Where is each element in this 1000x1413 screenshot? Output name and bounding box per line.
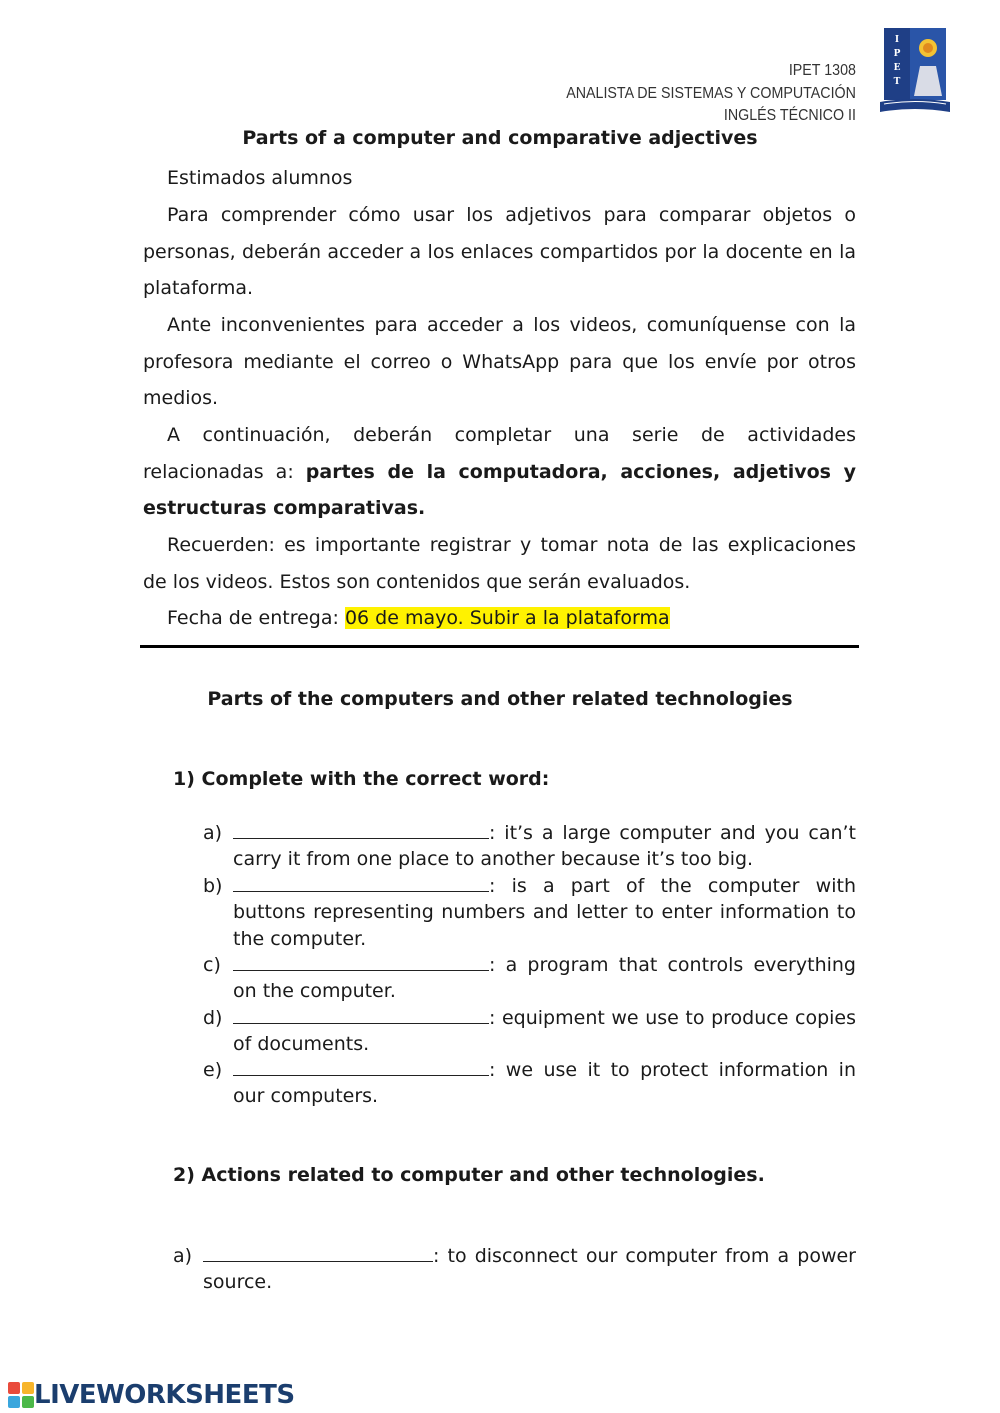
item-label: c) — [203, 954, 221, 976]
answer-blank-d[interactable] — [233, 1005, 489, 1024]
q1-item-d — [203, 1005, 856, 1058]
q1-item-c — [203, 952, 856, 1005]
item-text: : we use it to protect information in our computers. — [233, 1059, 856, 1108]
item-label: a) — [173, 1245, 193, 1267]
item-text: : it’s a large computer and you can’t carry it from one place to another because it’s too big. — [233, 822, 856, 871]
item-label: d) — [203, 1007, 223, 1029]
page-title: Parts of a computer and comparative adjectives — [242, 127, 758, 149]
liveworksheets-icon — [8, 1382, 34, 1408]
item-text: : equipment we use to produce copies of documents. — [233, 1007, 856, 1056]
item-label: e) — [203, 1059, 223, 1081]
footer-logo — [8, 1380, 295, 1410]
item-label: a) — [203, 822, 223, 844]
svg-text:T: T — [893, 77, 901, 87]
intro-paragraph-4: Recuerden: es importante registrar y tomar nota de las explicaciones de los videos. Estos son contenidos que serán evaluados. — [143, 534, 856, 593]
intro-paragraph-2: Ante inconvenientes para acceder a los videos, comuníquense con la profesora mediante el correo o WhatsApp para que los envíe por otros medios. — [143, 314, 856, 410]
q1-item-e — [203, 1057, 856, 1110]
intro-paragraph-1: Para comprender cómo usar los adjetivos para comparar objetos o personas, deberán acceder a los enlaces compartidos por la docente en la plataforma. — [143, 204, 856, 300]
section-title: Parts of the computers and other related technologies — [207, 688, 793, 710]
answer-blank-a[interactable] — [233, 820, 489, 839]
header-subject: INGLÉS TÉCNICO II — [723, 107, 856, 124]
intro-paragraph-3 — [143, 417, 856, 527]
header-course: ANALISTA DE SISTEMAS Y COMPUTACIÓN — [566, 84, 856, 102]
q1-item-a — [203, 820, 856, 873]
paragraph-3-text: A continuación, deberán completar una serie de actividades relacionadas a: — [143, 424, 856, 483]
item-label: b) — [203, 875, 223, 897]
answer-blank-b[interactable] — [233, 873, 489, 892]
item-text: : a program that controls everything on the computer. — [233, 954, 856, 1003]
deadline-label: Fecha de entrega: — [167, 607, 345, 629]
item-text: : to disconnect our computer from a power source. — [203, 1245, 856, 1294]
paragraph-3-bold: partes de la computadora, acciones, adjetivos y estructuras comparativas. — [143, 460, 856, 520]
deadline-line — [143, 600, 856, 637]
header-school-code: IPET 1308 — [788, 62, 856, 79]
answer-blank-c[interactable] — [233, 952, 489, 971]
question-1-heading: 1) Complete with the correct word: — [173, 768, 550, 790]
section-divider — [140, 645, 859, 648]
school-header — [566, 60, 856, 128]
answer-blank-q2-a[interactable] — [203, 1243, 433, 1262]
svg-text:I: I — [894, 35, 900, 45]
q2-item-a — [173, 1243, 856, 1296]
deadline-value: 06 de mayo. Subir a la plataforma — [344, 607, 670, 629]
school-logo — [876, 26, 954, 122]
q1-item-b — [203, 873, 856, 952]
answer-blank-e[interactable] — [233, 1057, 489, 1076]
question-2-heading: 2) Actions related to computer and other technologies. — [173, 1164, 765, 1186]
svg-text:P: P — [893, 49, 901, 59]
svg-text:E: E — [893, 63, 901, 73]
item-text: : is a part of the computer with buttons representing numbers and letter to enter information to the computer. — [233, 875, 856, 950]
footer-brand: LIVEWORKSHEETS — [34, 1380, 295, 1410]
greeting: Estimados alumnos — [167, 167, 353, 189]
